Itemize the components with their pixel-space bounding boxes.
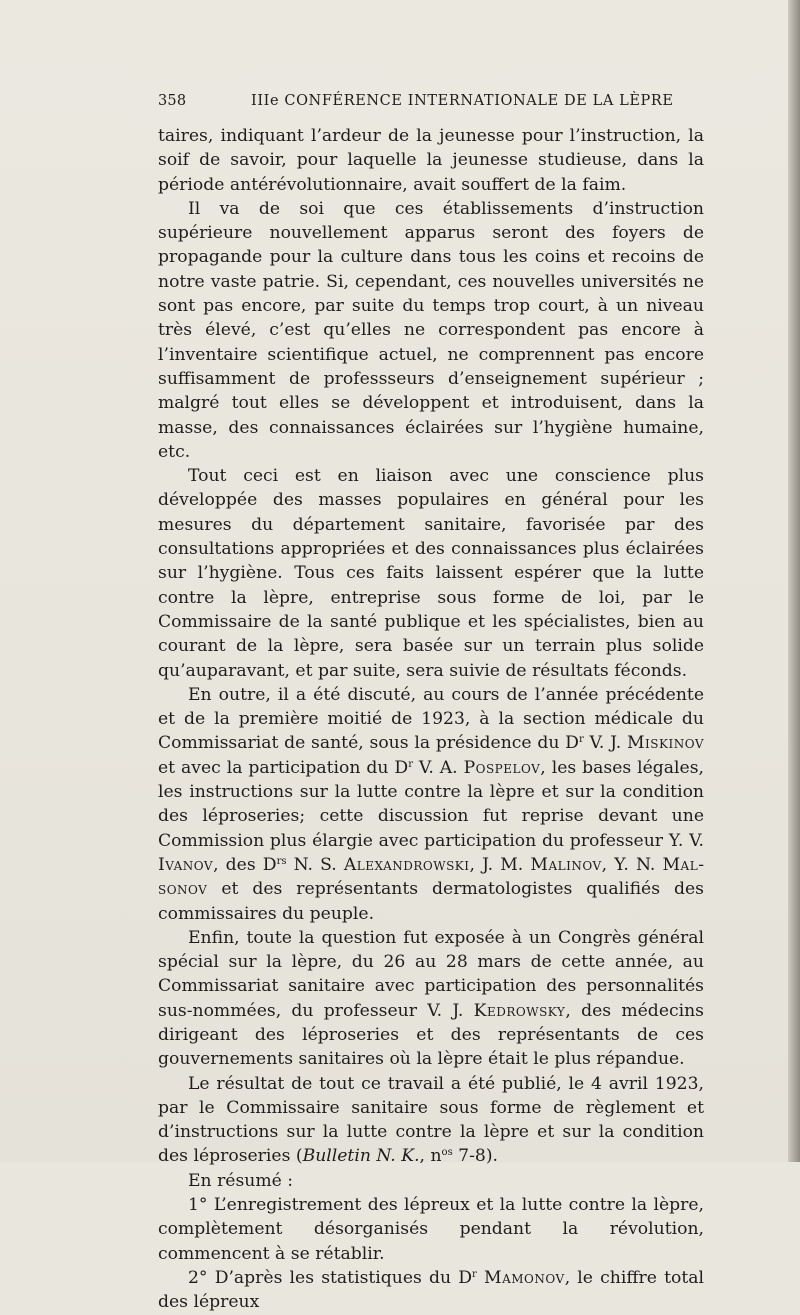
paragraph-congress: Enfin, toute la question fut exposée à un Congrès général spécial sur la lèpre, du 26 au 28 mars de cette année, au Commissariat sanitaire avec participation des personnalités sus-nommées, du professeur V. J. Kedrowsky, des médecins dirigeant des léproseries et des représentants de ces gouvernements sanitaires où la lèpre était le plus répandue. <box>158 927 704 1070</box>
page-number: 358 <box>158 93 187 109</box>
paragraph-discussion: En outre, il a été discuté, au cours de l’année précédente et de la première moitié de 1923, à la section médicale du Commissariat de santé, sous la présidence du $D^r$ V. J. Miskinov et avec la participation du $D^r$ V. A. Pospelov, les bases légales, les instructions sur la lutte contre la lèpre et sur la condition des léproseries; cette discussion fut reprise devant une Commission plus élargie avec participation du professeur Y. V. Ivanov, des $D^{rs}$ N. S. Alexandrowski, J. M. Malinov, Y. N. Malsonov et des représentants dermatologistes qualifiés des commissaires du peuple. <box>158 684 705 924</box>
running-head: IIIe CONFÉRENCE INTERNATIONALE DE LA LÈPRE <box>251 93 674 109</box>
person-name: Pospelov <box>463 757 541 778</box>
person-name: Kedrowsky <box>473 1000 566 1021</box>
paragraph-point-2: 2° D’après les statistiques du $D^r$ Mamonov, le chiffre total des lépreux <box>158 1267 704 1313</box>
person-name: Malsonov <box>158 854 704 900</box>
paragraph-universities: Il va de soi que ces établissements d’instruction supérieure nouvellement apparus seront des foyers de propagande pour la culture dans tous les coins et recoins de notre vaste patrie. Si, cependant, ces nouvelles universités ne sont pas encore, par suite du temps trop court, à un niveau très élevé, c’est qu’elles ne correspondent pas encore à l’inventaire scientifique actuel, ne comprennent pas encore suffisamment de professseurs d’enseignement supérieur ; malgré tout elles se développent et introduisent, dans la masse, des connaissances éclairées sur l’hygiène humaine, etc. <box>158 198 704 462</box>
paragraph-continuation: taires, indiquant l’ardeur de la jeunesse pour l’instruction, la soif de savoir, pour laquelle la jeunesse studieuse, dans la période antérévolutionnaire, avait souffert de la faim. <box>158 126 704 195</box>
person-name: Mamonov <box>484 1267 565 1288</box>
bulletin-reference: Bulletin N. K. <box>302 1146 420 1167</box>
paragraph-result: Le résultat de tout ce travail a été publié, le 4 avril 1923, par le Commissaire sanitaire sous forme de règlement et d’instructions sur la lutte contre la lèpre et sur la condition des léproseries (Bulletin N. K., $n^{os}$ 7-8). <box>158 1073 704 1167</box>
page-edge-shadow <box>788 0 800 1162</box>
paragraph-summary-heading: En résumé : <box>188 1170 294 1191</box>
paragraph-conscience: Tout ceci est en liaison avec une conscience plus développée des masses populaires en général pour les mesures du département sanitaire, favorisée par des consultations appropriées et des connaissances plus éclairées sur l’hygiène. Tous ces faits laissent espérer que la lutte contre la lèpre, entreprise sous forme de loi, par le Commissaire de la santé publique et les spécialistes, bien au courant de la lèpre, sera basée sur un terrain plus solide qu’auparavant, et par suite, sera suivie de résultats féconds. <box>158 466 704 681</box>
body-text <box>158 124 704 1315</box>
person-name: Alexandrowski <box>343 854 470 875</box>
paragraph-point-1: 1° L’enregistrement des lépreux et la lutte contre la lèpre, complètement désorganisés pendant la révolution, commencent à se rétablir. <box>158 1195 704 1264</box>
page-header <box>158 93 718 115</box>
person-name: Miskinov <box>626 733 704 754</box>
person-name: Ivanov <box>158 854 214 875</box>
person-name: Malinov <box>530 854 602 875</box>
